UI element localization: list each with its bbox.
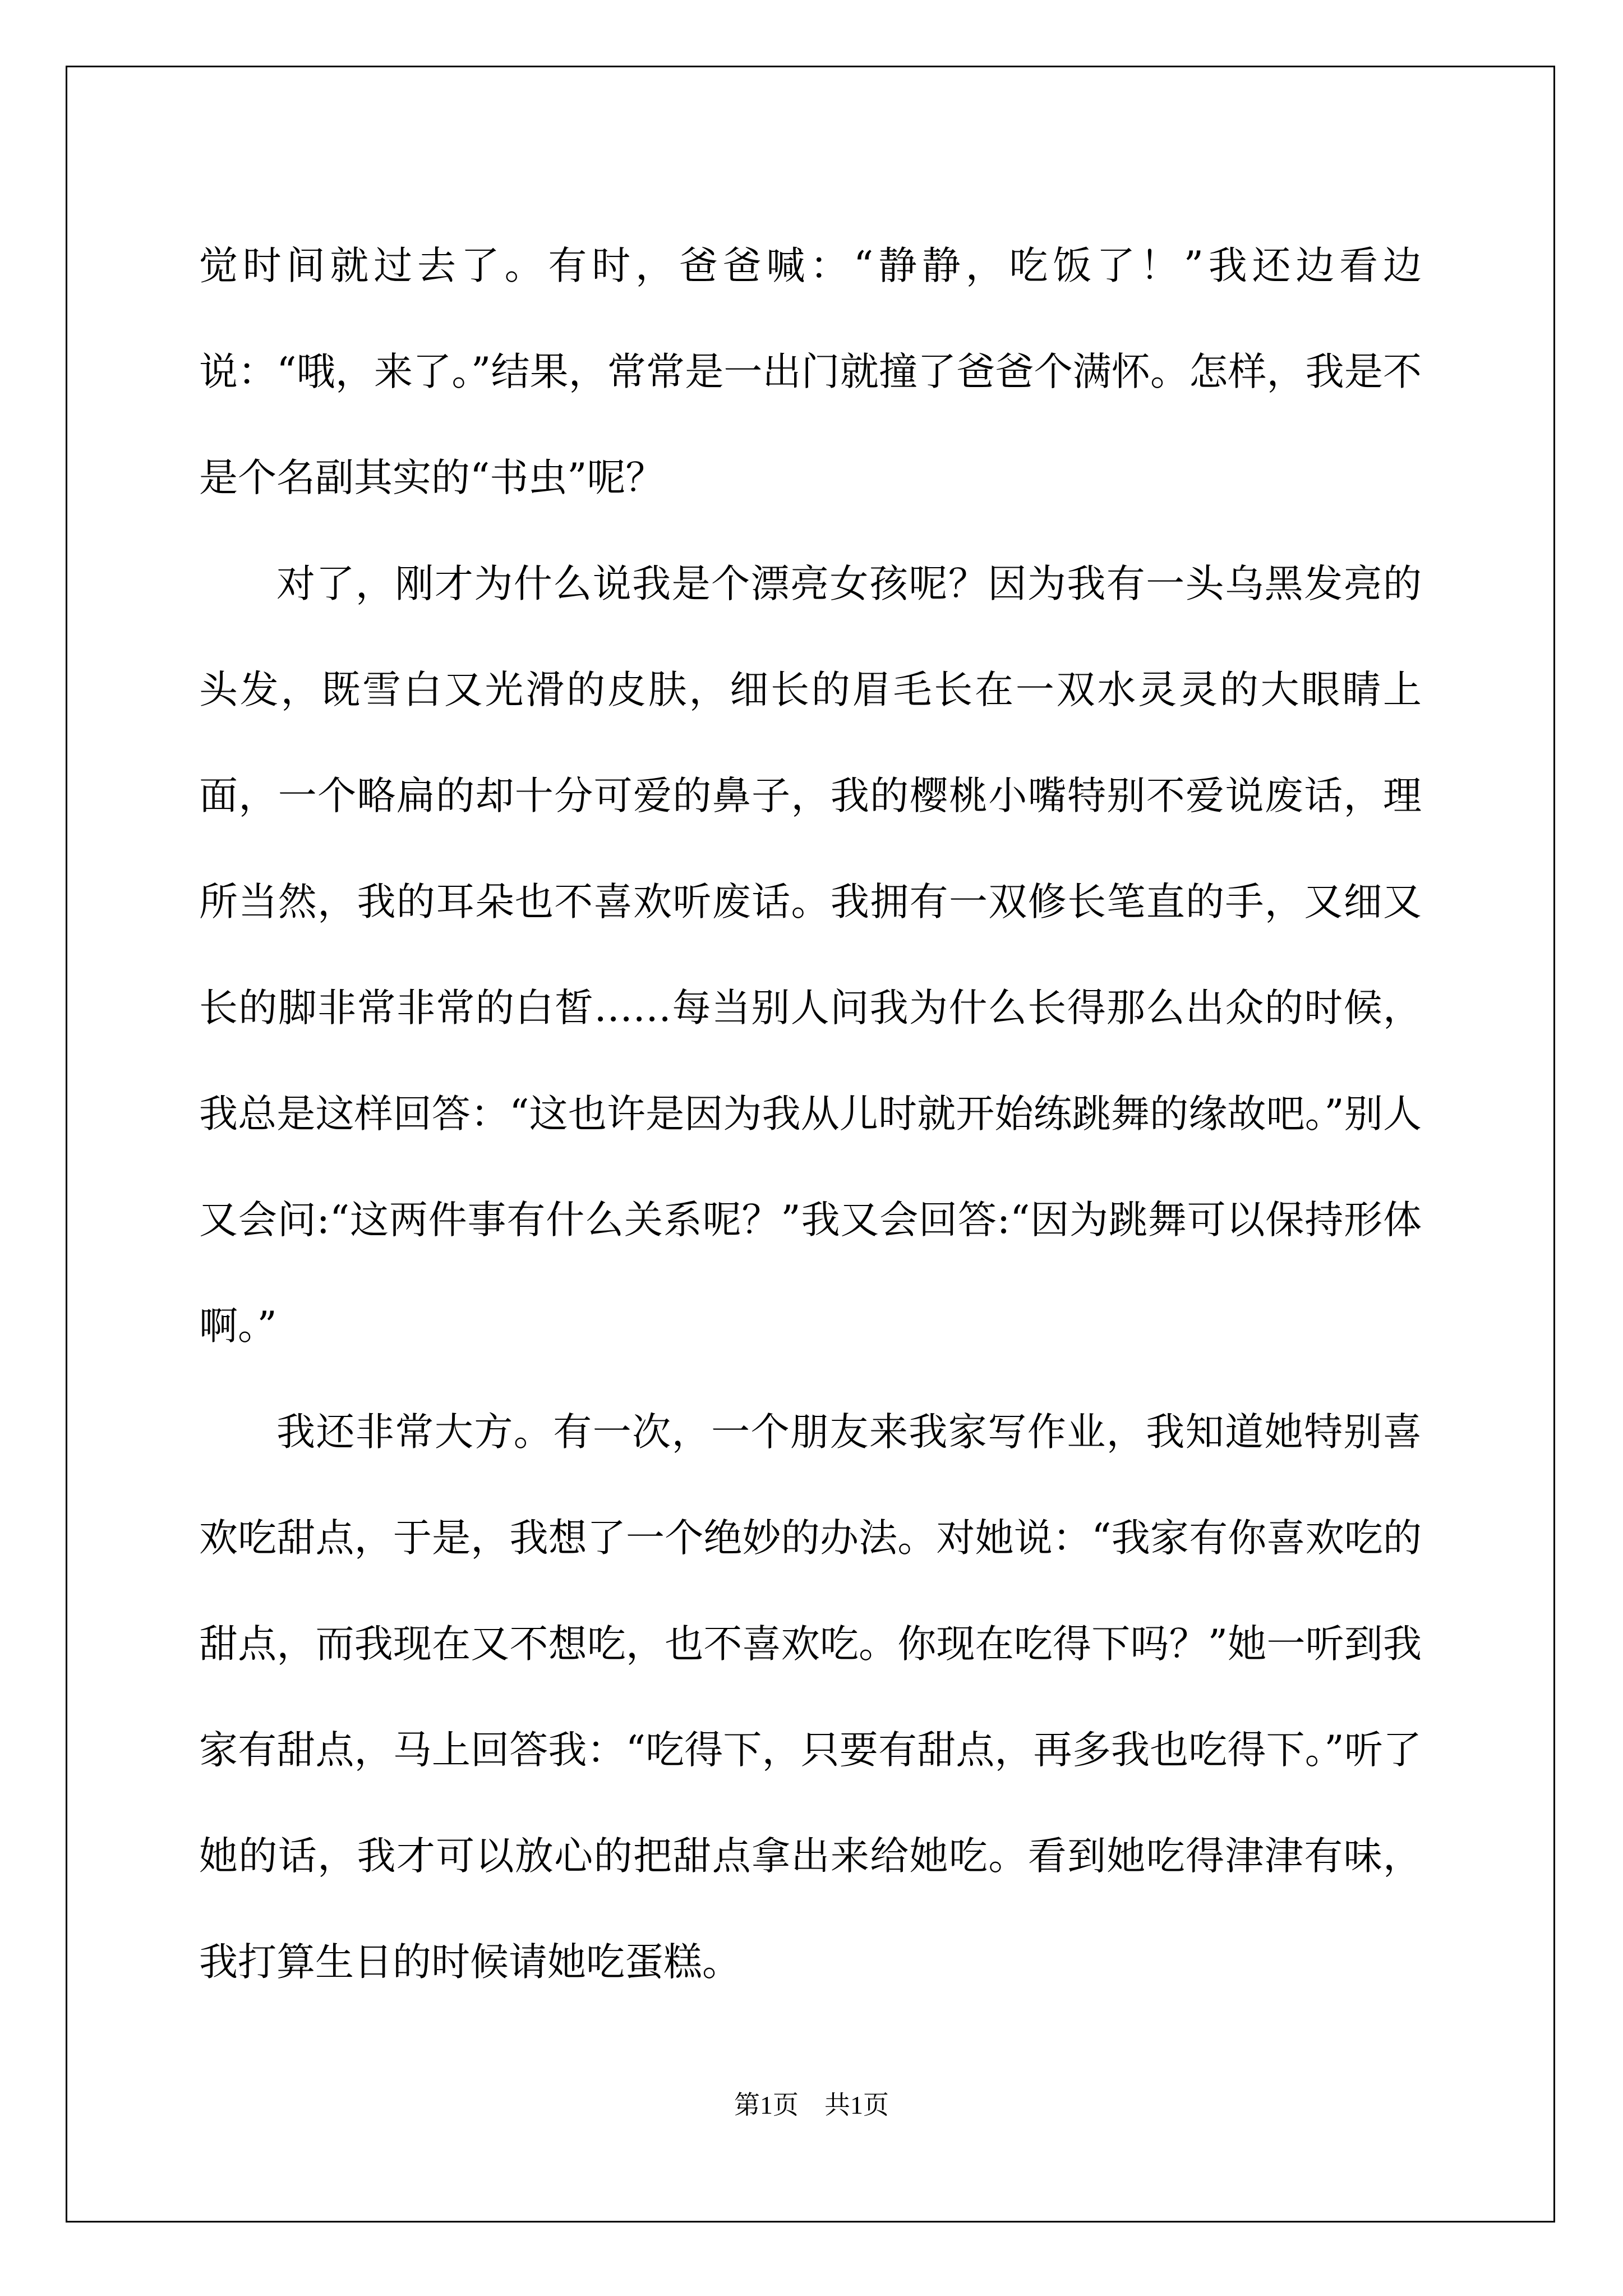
total-pages-label: 共1页 <box>824 2091 889 2119</box>
current-page-label: 第1页 <box>734 2091 799 2119</box>
page-footer <box>0 2088 1623 2122</box>
paragraph-2: 对了，刚才为什么说我是个漂亮女孩呢？因为我有一头乌黑发亮的头发，既雪白又光滑的皮肤，细长的眉毛长在一双水灵灵的大眼睛上面，一个略扁的却十分可爱的鼻子，我的樱桃小嘴特别不爱说废话，理所当然，我的耳朵也不喜欢听废话。我拥有一双修长笔直的手，又细又长的脚非常非常的白皙……每当别人问我为什么长得那么出众的时候，我总是这样回答：“这也许是因为我从儿时就开始练跳舞的缘故吧。”别人又会问:“这两件事有什么关系呢？”我又会回答:“因为跳舞可以保持形体啊。” <box>199 562 1422 1349</box>
document-body <box>199 213 1422 2016</box>
paragraph-3: 我还非常大方。有一次，一个朋友来我家写作业，我知道她特别喜欢吃甜点，于是，我想了一个绝妙的办法。对她说：“我家有你喜欢吃的甜点，而我现在又不想吃，也不喜欢吃。你现在吃得下吗？”她一听到我家有甜点，马上回答我：“吃得下，只要有甜点，再多我也吃得下。”听了她的话，我才可以放心的把甜点拿出来给她吃。看到她吃得津津有味，我打算生日的时候请她吃蛋糕。 <box>199 1410 1422 1985</box>
paragraph-1: 觉时间就过去了。有时，爸爸喊：“静静，吃饭了！”我还边看边说：“哦，来了。”结果，常常是一出门就撞了爸爸个满怀。怎样，我是不是个名副其实的“书虫”呢？ <box>199 243 1422 500</box>
